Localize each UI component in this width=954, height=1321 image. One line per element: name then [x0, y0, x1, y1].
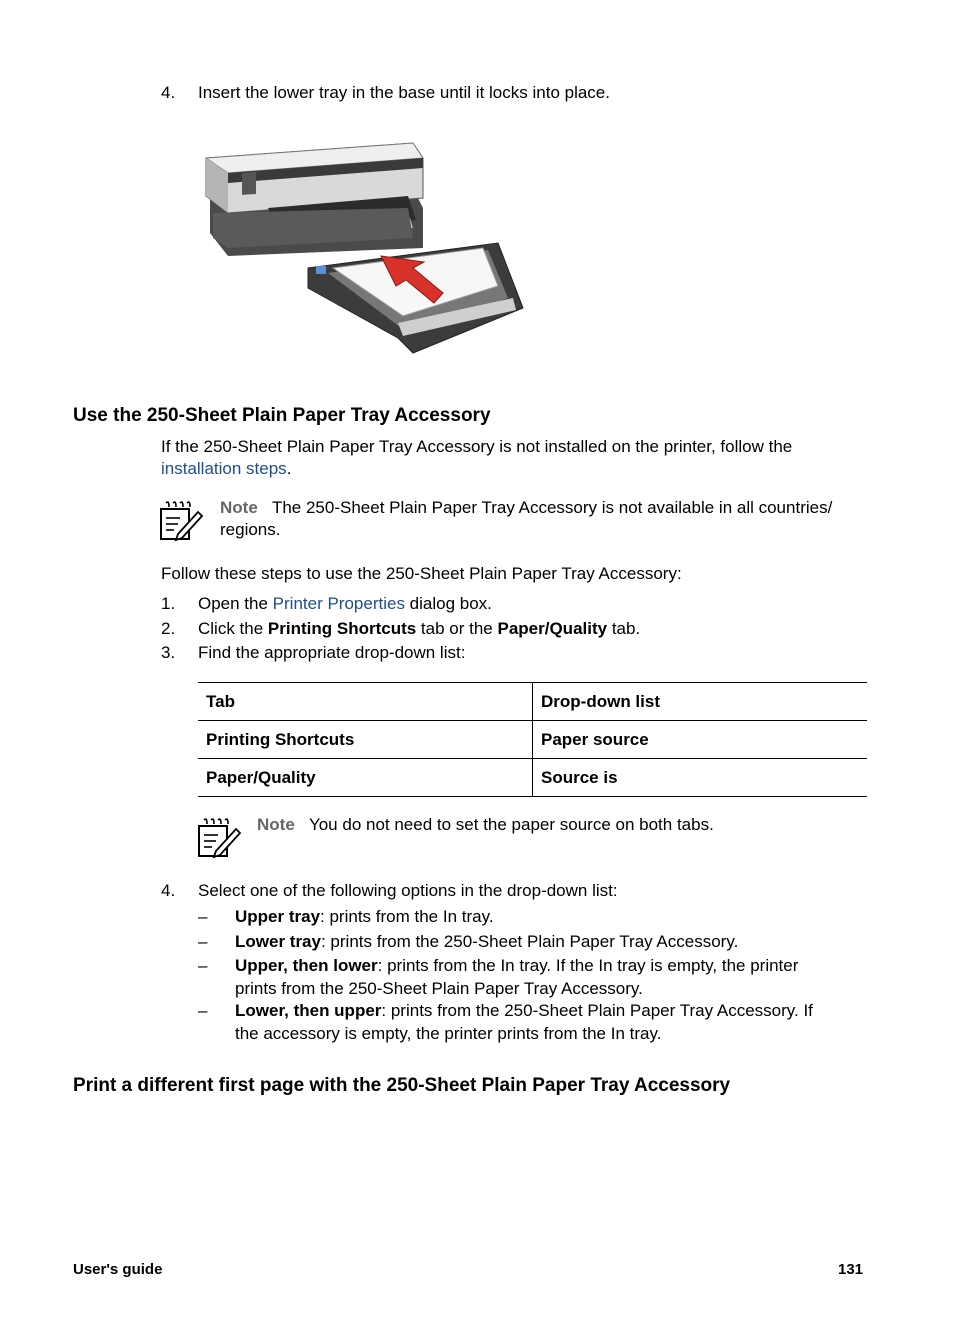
note-label: Note [220, 498, 258, 517]
table-cell: Source is [541, 767, 618, 787]
page-number: 131 [838, 1261, 864, 1278]
step-text: Insert the lower tray in the base until it locks into place. [198, 83, 610, 102]
option-item [235, 907, 494, 927]
printer-tray-illustration [198, 138, 528, 358]
step-number: 3. [161, 643, 176, 662]
table-row [198, 759, 867, 797]
note-text: The 250-Sheet Plain Paper Tray Accessory is not available in all countries/ [271, 498, 833, 517]
option-desc: : prints from the In tray. If the In tray is empty, the printer [377, 956, 799, 975]
table-header: Drop-down list [541, 691, 660, 711]
note-line-2: regions. [220, 520, 281, 539]
note-icon [158, 500, 204, 542]
table-cell: Paper source [541, 729, 649, 749]
step-4-text: Select one of the following options in the drop-down list: [198, 881, 618, 900]
period: . [286, 459, 292, 478]
note-line [257, 815, 714, 835]
table-header: Tab [198, 683, 533, 721]
section-heading: Use the 250-Sheet Plain Paper Tray Accessory [73, 405, 491, 426]
option-desc-line-2: the accessory is empty, the printer prints from the In tray. [235, 1024, 662, 1043]
footer-left: User's guide [73, 1261, 163, 1278]
bold-term: Paper/Quality [497, 619, 608, 638]
option-name: Upper tray [235, 907, 321, 926]
note-label: Note [257, 815, 295, 834]
text: tab or the [416, 619, 498, 638]
dash: – [198, 956, 208, 975]
option-name: Lower, then upper [235, 1001, 382, 1020]
note-line-1 [220, 498, 832, 518]
dash: – [198, 932, 208, 951]
option-desc: : prints from the 250-Sheet Plain Paper Tray Accessory. [320, 932, 739, 951]
text: Click the [198, 619, 268, 638]
installation-steps-link[interactable]: installation steps [161, 459, 287, 478]
text: Open the [198, 594, 273, 613]
option-desc: : prints from the In tray. [320, 907, 494, 926]
bold-term: Printing Shortcuts [267, 619, 417, 638]
option-desc: : prints from the 250-Sheet Plain Paper Tray Accessory. If [381, 1001, 813, 1020]
table-cell: Paper/Quality [198, 759, 533, 797]
intro-line-2 [161, 459, 291, 479]
option-desc-line-2: prints from the 250-Sheet Plain Paper Tray Accessory. [235, 979, 643, 998]
table-header-row [198, 683, 867, 721]
intro-text: If the 250-Sheet Plain Paper Tray Accessory is not installed on the printer, follow the [161, 437, 793, 456]
step-number: 4. [161, 83, 176, 102]
dash: – [198, 1001, 208, 1020]
step-number: 4. [161, 881, 176, 900]
dash: – [198, 907, 208, 926]
text: tab. [607, 619, 641, 638]
printer-properties-link[interactable]: Printer Properties [272, 594, 405, 613]
option-item [235, 932, 738, 952]
table-cell: Printing Shortcuts [198, 721, 533, 759]
step-number: 1. [161, 594, 176, 613]
step-1-text [198, 594, 492, 614]
text: dialog box. [404, 594, 492, 613]
step-3-text: Find the appropriate drop-down list: [198, 643, 466, 662]
section-heading: Print a different first page with the 250-Sheet Plain Paper Tray Accessory [73, 1075, 731, 1096]
option-item [235, 956, 798, 976]
step-number: 2. [161, 619, 176, 638]
option-name: Upper, then lower [235, 956, 378, 975]
note-text: You do not need to set the paper source on both tabs. [308, 815, 714, 834]
step-2-text [198, 619, 640, 639]
option-item [235, 1001, 813, 1021]
option-name: Lower tray [235, 932, 321, 951]
follow-text: Follow these steps to use the 250-Sheet Plain Paper Tray Accessory: [161, 564, 682, 583]
dropdown-table [198, 682, 867, 797]
table-row [198, 721, 867, 759]
note-icon [196, 817, 242, 859]
